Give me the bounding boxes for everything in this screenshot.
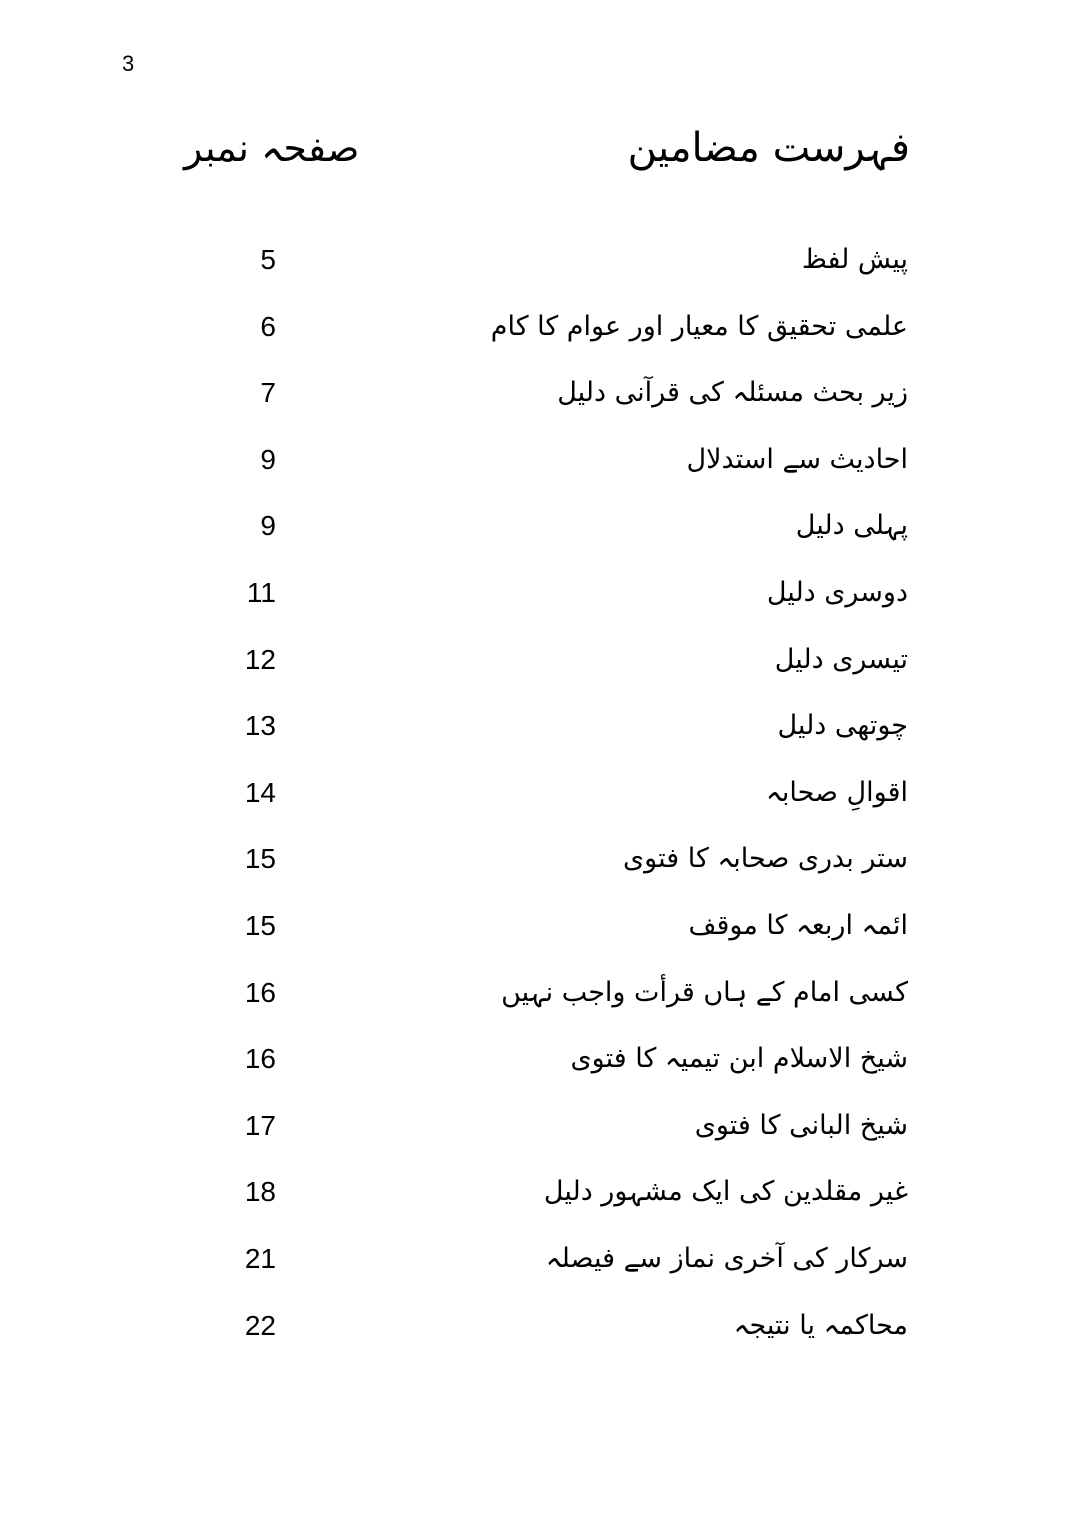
toc-entry-title: احادیث سے استدلال bbox=[686, 443, 908, 475]
toc-heading: فہرست مضامین bbox=[627, 125, 910, 171]
toc-entry-page: 22 bbox=[244, 1309, 276, 1341]
toc-row bbox=[0, 1092, 1086, 1159]
toc-entry-title: علمی تحقیق کا معیار اور عوام کا کام bbox=[490, 310, 908, 342]
toc-entry-title: غیر مقلدین کی ایک مشہور دلیل bbox=[543, 1176, 908, 1208]
toc-entry-page: 14 bbox=[244, 776, 276, 808]
toc-row bbox=[0, 226, 1086, 293]
toc-entry-title: ستر بدری صحابہ کا فتوی bbox=[623, 843, 908, 875]
toc-entry-page: 5 bbox=[260, 244, 276, 275]
toc-entry-page: 13 bbox=[244, 710, 276, 742]
toc-row bbox=[0, 359, 1086, 426]
toc-row bbox=[0, 492, 1086, 559]
toc-entry-title: پیش لفظ bbox=[801, 244, 908, 275]
toc-entry-title: سرکار کی آخری نماز سے فیصلہ bbox=[545, 1242, 908, 1274]
toc-row bbox=[0, 892, 1086, 959]
toc-entry-title: شیخ الاسلام ابن تیمیہ کا فتوی bbox=[570, 1043, 908, 1075]
toc-entry-title: پہلی دلیل bbox=[795, 510, 908, 542]
toc-row bbox=[0, 959, 1086, 1026]
toc-entry-title: شیخ البانی کا فتوی bbox=[694, 1109, 908, 1141]
toc-entry-title: ائمہ اربعہ کا موقف bbox=[688, 909, 908, 941]
toc-entry-title: کسی امام کے ہاں قرأت واجب نہیں bbox=[501, 976, 908, 1008]
toc-entry-page: 9 bbox=[260, 510, 276, 542]
page-number: 3 bbox=[122, 51, 135, 76]
toc-row bbox=[0, 293, 1086, 360]
toc-entry-page: 6 bbox=[260, 310, 276, 342]
toc-entry-page: 16 bbox=[244, 1043, 276, 1075]
toc-row bbox=[0, 559, 1086, 626]
toc-entry-page: 7 bbox=[260, 377, 276, 409]
toc-entry-page: 17 bbox=[244, 1109, 276, 1141]
toc-entry-page: 16 bbox=[244, 976, 276, 1008]
toc-entry-page: 12 bbox=[244, 643, 276, 675]
toc-row bbox=[0, 1025, 1086, 1092]
table-of-contents bbox=[0, 226, 1086, 1358]
toc-row bbox=[0, 1292, 1086, 1359]
toc-entry-page: 15 bbox=[244, 909, 276, 941]
toc-entry-page: 9 bbox=[260, 443, 276, 475]
toc-entry-page: 21 bbox=[244, 1242, 276, 1274]
toc-row bbox=[0, 759, 1086, 826]
toc-entry-page: 11 bbox=[246, 576, 276, 608]
toc-entry-page: 15 bbox=[244, 843, 276, 875]
toc-entry-title: اقوالِ صحابہ bbox=[766, 776, 908, 808]
toc-row bbox=[0, 1225, 1086, 1292]
toc-row bbox=[0, 426, 1086, 493]
toc-row bbox=[0, 1158, 1086, 1225]
toc-entry-page: 18 bbox=[244, 1176, 276, 1208]
toc-entry-title: محاکمہ یا نتیجہ bbox=[733, 1309, 908, 1341]
toc-row bbox=[0, 626, 1086, 693]
toc-entry-title: تیسری دلیل bbox=[774, 643, 908, 675]
toc-entry-title: چوتھی دلیل bbox=[777, 710, 908, 742]
toc-entry-title: زیر بحث مسئلہ کی قرآنی دلیل bbox=[557, 377, 908, 409]
page-number-column-heading: صفحہ نمبر bbox=[184, 126, 360, 170]
toc-row bbox=[0, 692, 1086, 759]
toc-row bbox=[0, 825, 1086, 892]
toc-entry-title: دوسری دلیل bbox=[766, 576, 908, 608]
